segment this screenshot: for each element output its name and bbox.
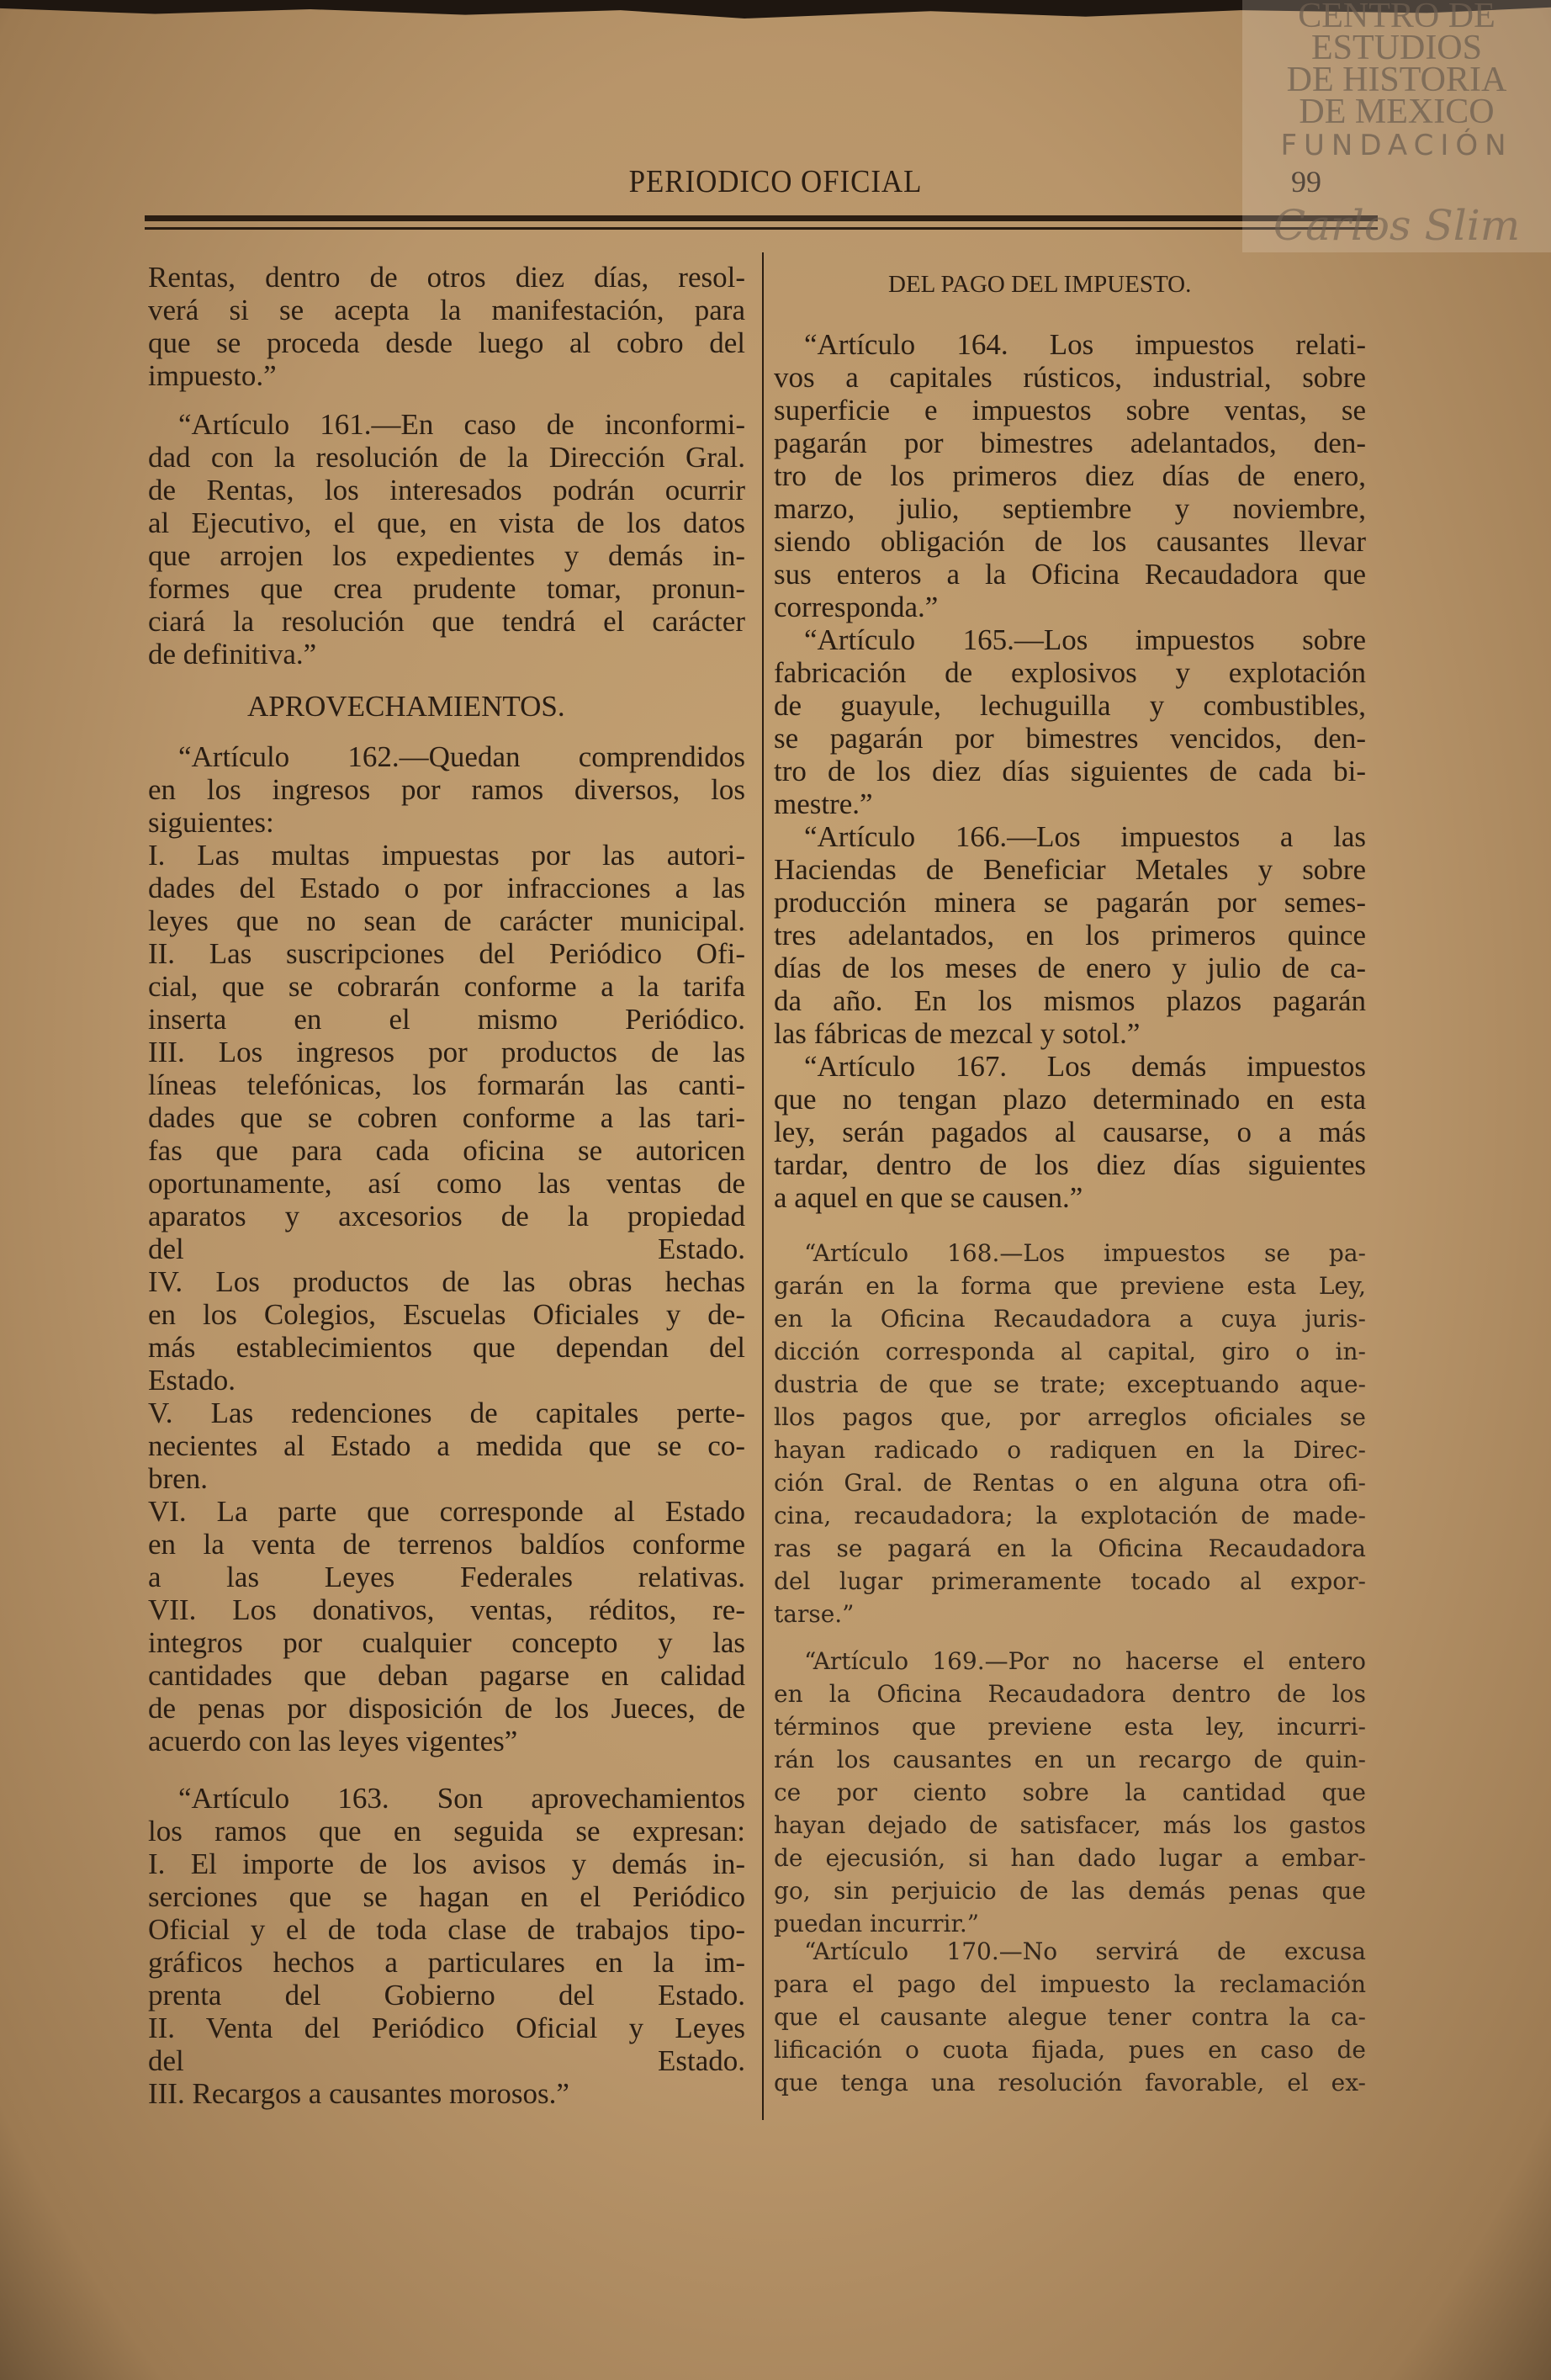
text-line: “Artículo 164. Los impuestos relati- (804, 328, 1366, 361)
paragraph-article-161 (148, 408, 745, 671)
text-line: “Artículo 167. Los demás impuestos (804, 1050, 1366, 1083)
text-line: en la venta de terrenos baldíos conforme (148, 1528, 745, 1561)
text-line: ras se pagará en la Oficina Recaudadora (774, 1535, 1366, 1562)
watermark-signature: Carlos Slim (1273, 201, 1521, 250)
text-line: llos pagos que, por arreglos oficiales se (774, 1403, 1366, 1431)
text-line: que tenga una resolución favorable, el ex- (774, 2069, 1366, 2096)
text-line: en la Oficina Recaudadora dentro de los (774, 1680, 1366, 1708)
text-line: de definitiva.” (148, 638, 317, 671)
text-line: dicción corresponda al capital, giro o in- (774, 1338, 1366, 1365)
text-line: ley, serán pagados al causarse, o a más (774, 1116, 1366, 1148)
text-line: “Artículo 161.—En caso de inconformi- (178, 408, 745, 441)
text-line: oportunamente, así como las ventas de (148, 1167, 745, 1200)
text-line: “Artículo 168.—Los impuestos se pa- (804, 1239, 1366, 1267)
text-line: ción Gral. de Rentas o en alguna otra ofi- (774, 1469, 1366, 1497)
text-line: vos a capitales rústicos, industrial, sobre (774, 361, 1366, 394)
text-line: que arrojen los expedientes y demás in- (148, 539, 745, 572)
text-line: garán en la forma que previene esta Ley, (774, 1272, 1366, 1300)
text-line: cantidades que deban pagarse en calidad (148, 1659, 745, 1692)
text-line: IV. Los productos de las obras hechas (148, 1265, 745, 1298)
text-line: dades del Estado o por infracciones a las (148, 872, 745, 904)
text-line: acuerdo con las leyes vigentes” (148, 1725, 518, 1757)
watermark-text: DE HISTORIA (1286, 61, 1507, 99)
text-line: pagarán por bimestres adelantados, den- (774, 427, 1366, 459)
text-line: del Estado. (148, 1232, 745, 1265)
text-line: del Estado. (148, 2044, 745, 2077)
text-line: “Artículo 162.—Quedan comprendidos (178, 740, 745, 773)
text-line: siendo obligación de los causantes llevar (774, 525, 1366, 558)
running-header-title: PERIODICO OFICIAL (628, 164, 923, 199)
text-line: inserta en el mismo Periódico. (148, 1003, 745, 1036)
text-line: que el causante alegue tener contra la ca- (774, 2003, 1366, 2031)
text-line: tardar, dentro de los diez días siguientes (774, 1148, 1366, 1181)
paragraph-article-164 (774, 328, 1366, 623)
text-line: marzo, julio, septiembre y noviembre, (774, 492, 1366, 525)
text-line: I. Las multas impuestas por las autori- (148, 839, 745, 872)
text-line: serciones que se hagan en el Periódico (148, 1880, 745, 1913)
watermark-text: DE MEXICO (1299, 93, 1495, 131)
column-divider (762, 252, 764, 2120)
text-line: “Artículo 165.—Los impuestos sobre (804, 623, 1366, 656)
text-line: “Artículo 170.—No servirá de excusa (804, 1937, 1366, 1965)
paragraph-continuation (148, 261, 745, 392)
text-line: tro de los primeros diez días de enero, (774, 459, 1366, 492)
text-line: producción minera se pagarán por semes- (774, 886, 1366, 919)
text-line: necientes al Estado a medida que se co- (148, 1429, 745, 1462)
text-line: Oficial y el de toda clase de trabajos tipo- (148, 1913, 745, 1946)
text-line: en los Colegios, Escuelas Oficiales y de- (148, 1298, 745, 1331)
text-line: corresponda.” (774, 591, 939, 623)
text-line: a las Leyes Federales relativas. (148, 1561, 745, 1593)
text-line: a aquel en que se causen.” (774, 1181, 1083, 1214)
text-line: cina, recaudadora; la explotación de made- (774, 1502, 1366, 1529)
paragraph-article-170 (774, 1935, 1366, 2099)
text-line: las fábricas de mezcal y sotol.” (774, 1017, 1141, 1050)
text-line: da año. En los mismos plazos pagarán (774, 984, 1366, 1017)
text-line: prenta del Gobierno del Estado. (148, 1979, 745, 2012)
text-line: V. Las redenciones de capitales perte- (148, 1397, 745, 1429)
text-line: de guayule, lechuguilla y combustibles, (774, 689, 1366, 722)
text-line: Rentas, dentro de otros diez días, resol- (148, 261, 745, 294)
text-line: Haciendas de Beneficiar Metales y sobre (774, 853, 1366, 886)
text-line: superficie e impuestos sobre ventas, se (774, 394, 1366, 427)
watermark-text: ESTUDIOS (1310, 29, 1482, 67)
text-line: III. Los ingresos por productos de las (148, 1036, 745, 1068)
text-line: dustria de que se trate; exceptuando aque- (774, 1370, 1366, 1398)
text-line: go, sin perjuicio de las demás penas que (774, 1877, 1366, 1905)
header-rule-thick (145, 215, 1378, 221)
text-line: para el pago del impuesto la reclamación (774, 1970, 1366, 1998)
text-line: siguientes: (148, 806, 274, 839)
text-line: impuesto.” (148, 359, 277, 392)
text-line: aparatos y axcesorios de la propiedad (148, 1200, 745, 1232)
text-line: al Ejecutivo, el que, en vista de los datos (148, 506, 745, 539)
text-line: II. Venta del Periódico Oficial y Leyes (148, 2012, 745, 2044)
text-line: rán los causantes en un recargo de quin- (774, 1746, 1366, 1773)
text-line: VII. Los donativos, ventas, réditos, re- (148, 1593, 745, 1626)
text-line: formes que crea prudente tomar, pronun- (148, 572, 745, 605)
text-line: tres adelantados, en los primeros quince (774, 919, 1366, 951)
text-line: términos que previene esta ley, incurri- (774, 1713, 1366, 1741)
text-line: se pagarán por bimestres vencidos, den- (774, 722, 1366, 755)
text-line: mestre.” (774, 787, 873, 820)
text-line: días de los meses de enero y julio de ca- (774, 951, 1366, 984)
text-line: lificación o cuota fijada, pues en caso de (774, 2036, 1366, 2064)
paragraph-article-165 (774, 623, 1366, 820)
text-line: ciará la resolución que tendrá el carácter (148, 605, 745, 638)
text-line: tro de los diez días siguientes de cada bi- (774, 755, 1366, 787)
paragraph-article-167 (774, 1050, 1366, 1214)
text-line: verá si se acepta la manifestación, para (148, 294, 745, 326)
text-line: puedan incurrir.” (774, 1910, 980, 1937)
text-line: bren. (148, 1462, 208, 1495)
text-line: “Artículo 169.—Por no hacerse el entero (804, 1647, 1366, 1675)
page-number: 99 (1291, 165, 1321, 199)
header-rule-thin (145, 227, 1378, 230)
text-line: integros por cualquier concepto y las (148, 1626, 745, 1659)
watermark-text: CENTRO DE (1298, 0, 1495, 35)
text-line: de ejecusión, si han dado lugar a embar- (774, 1844, 1366, 1872)
text-line: ce por ciento sobre la cantidad que (774, 1778, 1366, 1806)
paragraph-article-166 (774, 820, 1366, 1050)
paragraph-article-168 (774, 1237, 1366, 1630)
text-line: sus enteros a la Oficina Recaudadora que (774, 558, 1366, 591)
text-line: dad con la resolución de la Dirección Gral. (148, 441, 745, 474)
text-line: hayan dejado de satisfacer, más los gastos (774, 1811, 1366, 1839)
text-line: I. El importe de los avisos y demás in- (148, 1847, 745, 1880)
text-line: que no tengan plazo determinado en esta (774, 1083, 1366, 1116)
text-line: los ramos que en seguida se expresan: (148, 1815, 745, 1847)
text-line: VI. La parte que corresponde al Estado (148, 1495, 745, 1528)
text-line: “Artículo 166.—Los impuestos a las (804, 820, 1366, 853)
text-line: cial, que se cobrarán conforme a la tarifa (148, 970, 745, 1003)
text-line: que se proceda desde luego al cobro del (148, 326, 745, 359)
paragraph-article-163 (148, 1782, 745, 2110)
section-heading-aprovechamientos: APROVECHAMIENTOS. (247, 690, 565, 723)
paragraph-article-162 (148, 740, 745, 1757)
text-line: tarse.” (774, 1600, 855, 1628)
text-line: II. Las suscripciones del Periódico Ofi- (148, 937, 745, 970)
text-line: “Artículo 163. Son aprovechamientos (178, 1782, 745, 1815)
section-heading-del-pago-del-impuesto: DEL PAGO DEL IMPUESTO. (888, 271, 1192, 298)
text-line: del lugar primeramente tocado al expor- (774, 1567, 1366, 1595)
text-line: fabricación de explosivos y explotación (774, 656, 1366, 689)
text-line: leyes que no sean de carácter municipal. (148, 904, 745, 937)
text-line: de Rentas, los interesados podrán ocurrir (148, 474, 745, 506)
text-line: Estado. (148, 1364, 236, 1397)
text-line: gráficos hechos a particulares en la im- (148, 1946, 745, 1979)
text-line: de penas por disposición de los Jueces, de (148, 1692, 745, 1725)
text-line: más establecimientos que dependan del (148, 1331, 745, 1364)
text-line: III. Recargos a causantes morosos.” (148, 2077, 569, 2110)
text-line: en la Oficina Recaudadora a cuya juris- (774, 1305, 1366, 1333)
text-line: líneas telefónicas, los formarán las canti- (148, 1068, 745, 1101)
text-line: hayan radicado o radiquen en la Direc- (774, 1436, 1366, 1464)
text-line: fas que para cada oficina se autoricen (148, 1134, 745, 1167)
paragraph-article-169 (774, 1645, 1366, 1940)
text-line: dades que se cobren conforme a las tari- (148, 1101, 745, 1134)
text-line: en los ingresos por ramos diversos, los (148, 773, 745, 806)
watermark-fundacion: FUNDACIÓN (1280, 129, 1513, 162)
